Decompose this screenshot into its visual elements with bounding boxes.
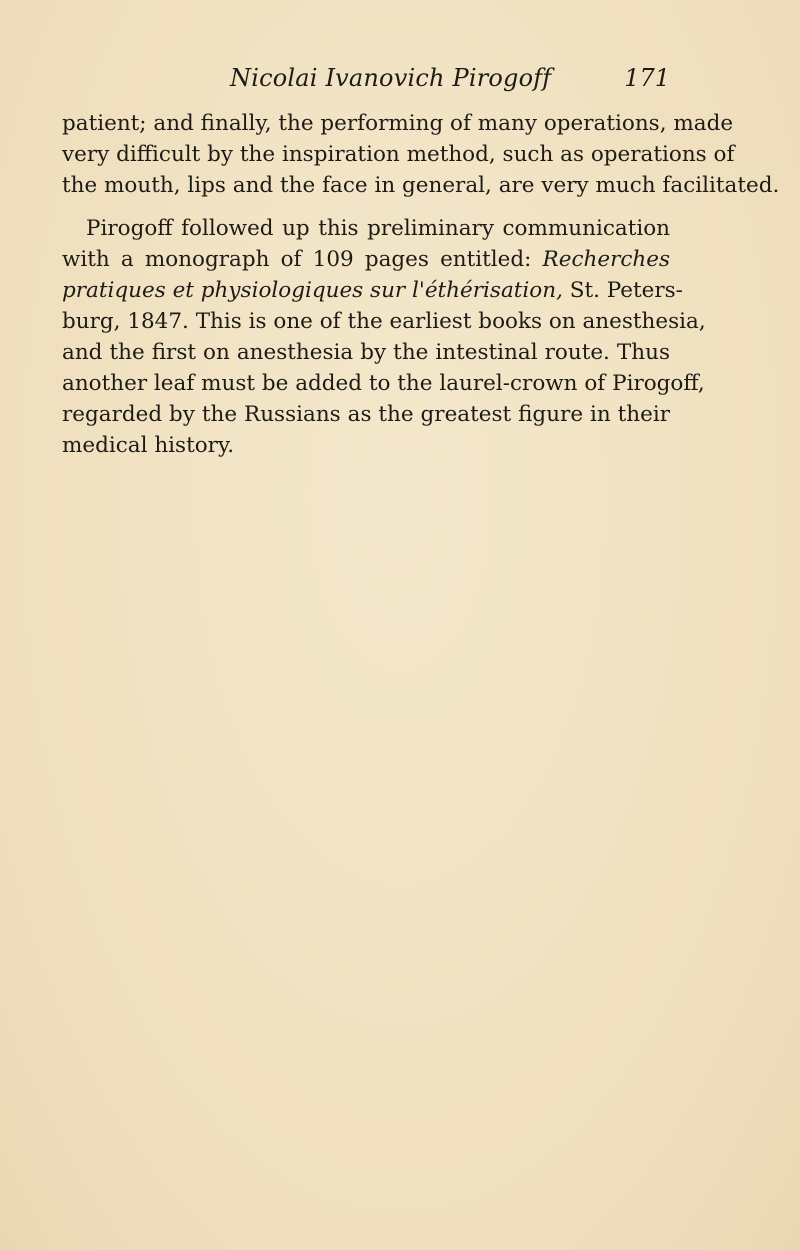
text-line: Pirogoff followed up this preliminary communication bbox=[86, 216, 670, 241]
text-line: with a monograph of 109 pages entitled: Recherches bbox=[62, 247, 670, 272]
paragraph-2 bbox=[62, 213, 706, 461]
running-title: Nicolai Ivanovich Pirogoff bbox=[230, 64, 552, 92]
running-head bbox=[62, 64, 670, 104]
page-number: 171 bbox=[624, 64, 670, 92]
book-title-part-2: pratiques et physiologiques sur l'éthérisation, bbox=[62, 278, 563, 303]
body-text bbox=[62, 108, 780, 461]
text-line: medical history. bbox=[62, 433, 235, 458]
book-title-part-1: Recherches bbox=[542, 247, 670, 272]
text-line: burg, 1847. This is one of the earliest books on anesthesia, bbox=[62, 309, 706, 334]
paragraph-1 bbox=[62, 108, 780, 201]
text-line: patient; and finally, the performing of many operations, made bbox=[62, 111, 734, 136]
text-line: another leaf must be added to the laurel-crown of Pirogoff, bbox=[62, 371, 705, 396]
text-line: very difficult by the inspiration method, such as operations of bbox=[62, 142, 735, 167]
text-line: the mouth, lips and the face in general, are very much facilitated. bbox=[62, 173, 780, 198]
text-line: and the first on anesthesia by the intestinal route. Thus bbox=[62, 340, 670, 365]
text-line: regarded by the Russians as the greatest figure in their bbox=[62, 402, 670, 427]
paragraph-gap bbox=[62, 201, 670, 213]
text-line: pratiques et physiologiques sur l'éthérisation, St. Peters- bbox=[62, 278, 683, 303]
